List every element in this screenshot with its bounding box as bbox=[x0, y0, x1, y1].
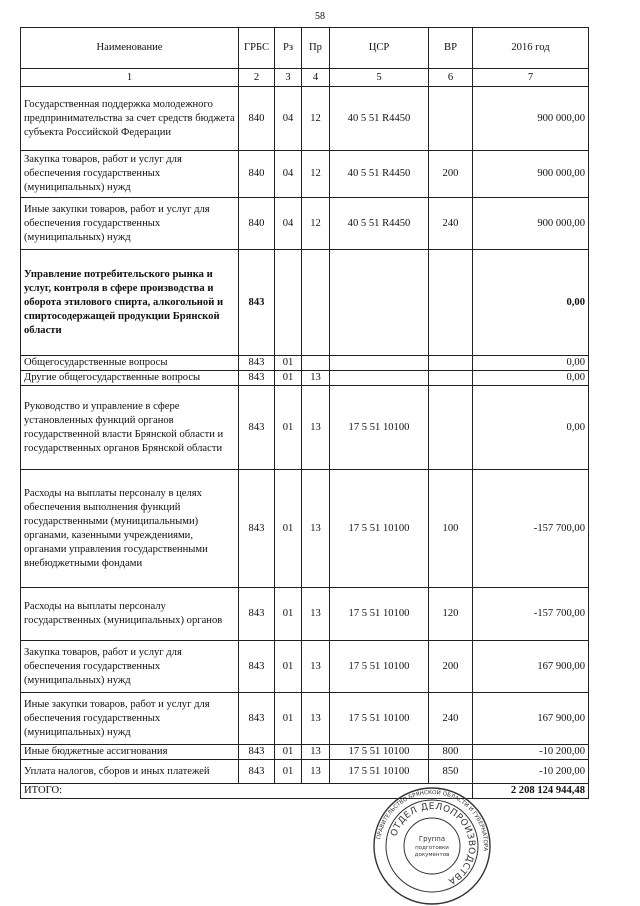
row-amount: 0,00 bbox=[473, 386, 589, 470]
row-grbs: 843 bbox=[239, 760, 275, 784]
header-vr: ВР bbox=[429, 28, 473, 69]
header-name: Наименование bbox=[21, 28, 239, 69]
row-rz: 01 bbox=[275, 356, 302, 371]
column-number: 7 bbox=[473, 69, 589, 87]
row-grbs: 843 bbox=[239, 641, 275, 693]
row-vr bbox=[429, 356, 473, 371]
row-name: Расходы на выплаты персоналу государственных (муниципальных) органов bbox=[21, 588, 239, 641]
stamp-outer-text: ПРАВИТЕЛЬСТВО БРЯНСКОЙ ОБЛАСТИ И ГУБЕРНАТОРА bbox=[376, 789, 489, 852]
row-pr: 13 bbox=[302, 745, 330, 760]
row-rz: 01 bbox=[275, 693, 302, 745]
row-amount: 900 000,00 bbox=[473, 198, 589, 250]
column-number: 4 bbox=[302, 69, 330, 87]
column-number: 1 bbox=[21, 69, 239, 87]
row-pr: 13 bbox=[302, 641, 330, 693]
row-csr: 17 5 51 10100 bbox=[330, 760, 429, 784]
budget-table bbox=[20, 27, 589, 799]
row-grbs: 840 bbox=[239, 87, 275, 151]
row-pr: 13 bbox=[302, 371, 330, 386]
table-row bbox=[21, 386, 589, 470]
row-name: Закупка товаров, работ и услуг для обеспечения государственных (муниципальных) нужд bbox=[21, 641, 239, 693]
header-grbs: ГРБС bbox=[239, 28, 275, 69]
row-csr: 17 5 51 10100 bbox=[330, 470, 429, 588]
row-pr bbox=[302, 356, 330, 371]
table-row bbox=[21, 371, 589, 386]
row-name: Другие общегосударственные вопросы bbox=[21, 371, 239, 386]
header-rz: Рз bbox=[275, 28, 302, 69]
total-row bbox=[21, 784, 589, 799]
row-csr: 17 5 51 10100 bbox=[330, 693, 429, 745]
column-number-row bbox=[21, 69, 589, 87]
header-pr: Пр bbox=[302, 28, 330, 69]
table-row bbox=[21, 745, 589, 760]
row-pr: 13 bbox=[302, 693, 330, 745]
stamp-center-line: документов bbox=[414, 852, 450, 858]
row-csr: 40 5 51 R4450 bbox=[330, 87, 429, 151]
table-row bbox=[21, 641, 589, 693]
row-vr: 850 bbox=[429, 760, 473, 784]
row-pr: 13 bbox=[302, 588, 330, 641]
row-name: Иные закупки товаров, работ и услуг для обеспечения государственных (муниципальных) нужд bbox=[21, 693, 239, 745]
row-csr: 17 5 51 10100 bbox=[330, 745, 429, 760]
row-name: Государственная поддержка молодежного предпринимательства за счет средств бюджета субъекта Российской Федерации bbox=[21, 87, 239, 151]
row-amount: -157 700,00 bbox=[473, 470, 589, 588]
office-stamp bbox=[372, 786, 492, 906]
row-name: Иные закупки товаров, работ и услуг для обеспечения государственных (муниципальных) нужд bbox=[21, 198, 239, 250]
row-csr: 17 5 51 10100 bbox=[330, 641, 429, 693]
row-rz: 01 bbox=[275, 641, 302, 693]
row-grbs: 843 bbox=[239, 371, 275, 386]
header-csr: ЦСР bbox=[330, 28, 429, 69]
header-year: 2016 год bbox=[473, 28, 589, 69]
row-pr: 13 bbox=[302, 470, 330, 588]
row-vr: 100 bbox=[429, 470, 473, 588]
stamp-center-line: подготовки bbox=[415, 845, 449, 851]
row-name: Общегосударственные вопросы bbox=[21, 356, 239, 371]
row-csr: 17 5 51 10100 bbox=[330, 386, 429, 470]
row-pr: 13 bbox=[302, 760, 330, 784]
row-csr bbox=[330, 371, 429, 386]
row-grbs: 843 bbox=[239, 745, 275, 760]
row-name: Уплата налогов, сборов и иных платежей bbox=[21, 760, 239, 784]
row-rz: 01 bbox=[275, 745, 302, 760]
row-name: Закупка товаров, работ и услуг для обеспечения государственных (муниципальных) нужд bbox=[21, 151, 239, 198]
table-header-row bbox=[21, 28, 589, 69]
row-amount: 167 900,00 bbox=[473, 641, 589, 693]
row-grbs: 840 bbox=[239, 198, 275, 250]
row-vr: 200 bbox=[429, 641, 473, 693]
row-vr bbox=[429, 386, 473, 470]
row-vr: 800 bbox=[429, 745, 473, 760]
row-vr: 200 bbox=[429, 151, 473, 198]
column-number: 5 bbox=[330, 69, 429, 87]
row-amount: -10 200,00 bbox=[473, 745, 589, 760]
row-amount: -10 200,00 bbox=[473, 760, 589, 784]
row-grbs: 843 bbox=[239, 470, 275, 588]
row-amount: 900 000,00 bbox=[473, 151, 589, 198]
row-csr: 40 5 51 R4450 bbox=[330, 198, 429, 250]
row-rz: 01 bbox=[275, 760, 302, 784]
stamp-ring-text: ОТДЕЛ ДЕЛОПРОИЗВОДСТВА bbox=[389, 801, 477, 886]
row-rz: 04 bbox=[275, 87, 302, 151]
row-vr bbox=[429, 87, 473, 151]
row-amount: 0,00 bbox=[473, 371, 589, 386]
table-row bbox=[21, 198, 589, 250]
row-csr bbox=[330, 250, 429, 356]
table-row bbox=[21, 760, 589, 784]
stamp-center-line: Группа bbox=[418, 835, 446, 843]
row-pr: 12 bbox=[302, 87, 330, 151]
row-rz: 01 bbox=[275, 386, 302, 470]
row-amount: 0,00 bbox=[473, 250, 589, 356]
row-vr: 240 bbox=[429, 198, 473, 250]
row-grbs: 843 bbox=[239, 588, 275, 641]
row-vr: 240 bbox=[429, 693, 473, 745]
total-amount: 2 208 124 944,48 bbox=[473, 784, 589, 799]
row-pr: 13 bbox=[302, 386, 330, 470]
row-vr bbox=[429, 250, 473, 356]
row-rz: 01 bbox=[275, 588, 302, 641]
row-amount: 167 900,00 bbox=[473, 693, 589, 745]
column-number: 6 bbox=[429, 69, 473, 87]
row-rz: 01 bbox=[275, 371, 302, 386]
total-label: ИТОГО: bbox=[21, 784, 473, 799]
row-pr: 12 bbox=[302, 151, 330, 198]
row-amount: -157 700,00 bbox=[473, 588, 589, 641]
row-rz: 04 bbox=[275, 198, 302, 250]
table-row bbox=[21, 151, 589, 198]
row-name: Руководство и управление в сфере установленных функций органов государственной власти Брянской области и государственных органов Брянской области bbox=[21, 386, 239, 470]
table-row bbox=[21, 470, 589, 588]
row-pr: 12 bbox=[302, 198, 330, 250]
row-amount: 900 000,00 bbox=[473, 87, 589, 151]
table-row bbox=[21, 693, 589, 745]
table-row bbox=[21, 87, 589, 151]
row-amount: 0,00 bbox=[473, 356, 589, 371]
row-csr: 17 5 51 10100 bbox=[330, 588, 429, 641]
row-grbs: 843 bbox=[239, 250, 275, 356]
table-row bbox=[21, 250, 589, 356]
row-csr bbox=[330, 356, 429, 371]
row-grbs: 843 bbox=[239, 356, 275, 371]
table-row bbox=[21, 356, 589, 371]
row-grbs: 840 bbox=[239, 151, 275, 198]
page-number: 58 bbox=[315, 11, 325, 22]
row-csr: 40 5 51 R4450 bbox=[330, 151, 429, 198]
row-name: Иные бюджетные ассигнования bbox=[21, 745, 239, 760]
row-rz: 04 bbox=[275, 151, 302, 198]
row-pr bbox=[302, 250, 330, 356]
row-rz: 01 bbox=[275, 470, 302, 588]
row-rz bbox=[275, 250, 302, 356]
row-name: Управление потребительского рынка и услуг, контроля в сфере производства и оборота этилового спирта, алкогольной и спиртосодержащей продукции Брянской области bbox=[21, 250, 239, 356]
row-vr: 120 bbox=[429, 588, 473, 641]
row-grbs: 843 bbox=[239, 386, 275, 470]
column-number: 3 bbox=[275, 69, 302, 87]
row-grbs: 843 bbox=[239, 693, 275, 745]
row-vr bbox=[429, 371, 473, 386]
column-number: 2 bbox=[239, 69, 275, 87]
table-row bbox=[21, 588, 589, 641]
row-name: Расходы на выплаты персоналу в целях обеспечения выполнения функций государственными (муниципальными) органами, казенными учреждениями, органами управления государственными внебюджетными фондами bbox=[21, 470, 239, 588]
